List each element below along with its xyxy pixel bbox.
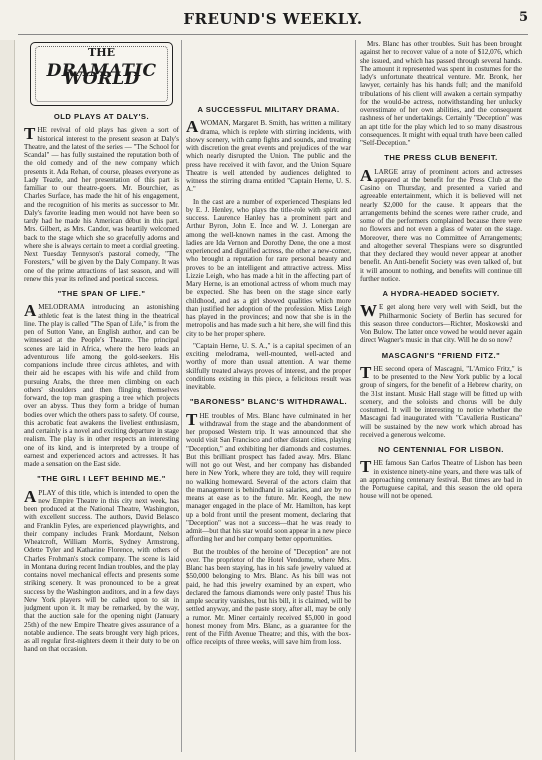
drop-cap: T xyxy=(360,362,372,382)
article-paragraph: THE second opera of Mascagni, "L'Amico Fritz," is to be presented to the New York public by a local group of singers, for the benefit of a Hebrew charity, on the 31st instant. Music Hall stage will be fitted up with scenery, and the soloists and chorus will be duly costumed. It will be interesting to notice whether the Mascagni fad inaugurated with "Cavalleria Rusticana" will be sustained by the new work which abroad has received a generous welcome. xyxy=(360,362,522,439)
column-2 xyxy=(186,40,351,752)
drop-cap: A xyxy=(360,165,373,185)
drop-cap: T xyxy=(360,457,372,477)
article-heading: MASCAGNI'S "FRIEND FITZ." xyxy=(381,350,501,360)
column-rule xyxy=(355,40,356,752)
article-paragraph: THE troubles of Mrs. Blanc have culminated in her withdrawal from the stage and the abandonment of her proposed Western trip. It was announced that she would visit San Francisco and other distant cities, playing "Deception," and exhibiting her diamonds and costumes. But this brilliant prospect has faded away. Mrs. Blanc will not go out West, and her company has disbanded here in New York, where they are told, they will require no walking homeward. Several of the actors claim that the management is behindhand in salaries, and are by no means at ease as to the future. Mr. Keogh, the new manager engaged in the place of Mr. Hamilton, has kept up a bold front until the present moment, declaring that "Deception" was not a success—that he was ready to admit—but that his star would soon appear in a new piece affording her and her company better opportunities. xyxy=(186,409,351,544)
column-1 xyxy=(24,40,179,752)
article-heading: A HYDRA-HEADED SOCIETY. xyxy=(382,289,500,298)
page-number: 5 xyxy=(518,10,528,25)
article-paragraph: THE famous San Carlos Theatre of Lisbon has been in existence ninety-nine years, and there was talk of an approaching centenary festival. But times are bad in the Portuguese capital, and this season the old opera house will not be opened. xyxy=(360,457,522,501)
article-heading: OLD PLAYS AT DALY'S. xyxy=(53,112,150,121)
article-heading: A SUCCESSFUL MILITARY DRAMA. xyxy=(197,105,340,114)
article-paragraph: In the cast are a number of experienced Thespians led by E. J. Henley, who plays the title-role with spirit and success. Laurence Hanley has a prominent part and Arthur Byron, John E. Ince and W. J. Lonergan are among the well-known names in the cast. Among the ladies are Ida Vernon and Dorothy Dene, the one a most experienced and dignified actress, the other a new-comer, who brought a reputation for rare personal beauty and proves to be an intelligent and attractive actress. Miss Lizzie Leigh, who has made a hit in the affecting part of Mary Herne, is an emotional actress of whom much may be expected. She has been on the stage since early childhood, and as a girl showed qualities which more than justified her adoption of the profession. Miss Leigh has played in the provinces; and now that she is in the metropolis and has made such a hit here, she will find this city to be her proper sphere. xyxy=(186,197,351,338)
page-header xyxy=(18,10,528,35)
article-paragraph: W E get along here very well with Seidl, but the Philharmonic Society of Berlin has secured for this season three conductors—Richter, Moskowski and Von Bulow. The latter once vowed he would never again direct Wagner's music in that city. Will he do so now? xyxy=(360,301,522,345)
drop-cap: T xyxy=(186,409,198,429)
masthead-title: FREUND'S WEEKLY. xyxy=(183,10,363,28)
binding-gutter xyxy=(0,40,15,760)
article-paragraph: ALARGE array of prominent actors and actresses appeared at the benefit for the Press Club at the Casino on Thursday, and presented a varied and agreeable entertainment, which it is believed will net nearly $2,000 for the cause. It appears that the arrangements behind the scenes were rather crude, and some of the performers complained because there were no flowers and not even a glass of water on the stage. Moreover, there was no Committee of Arrangements; and altogether several Thespians were so disgruntled that they declared they would never appear at another benefit. An Anti-benefit Society was even talked of, but it will amount to nothing, and benefits will continue till further notice. xyxy=(360,165,522,283)
drop-cap: W xyxy=(360,301,377,321)
column-3 xyxy=(360,40,522,752)
article-paragraph: But the troubles of the heroine of "Deception" are not over. The proprietor of the Hotel Vendome, where Mrs. Blanc has been staying, has in his safe jewelry valued at $50,000 belonging to Mrs. Blanc. As his bill was not paid, he had this jewelry examined by an expert, who declared the famous diamonds were only paste! Thus his ample security vanishes, but his bill, it is claimed, will be settled anyway, and the paste story, after all, may be only a rumor. Mr. Miner certainly received $5,000 in good honest money from Mrs. Blanc, as a guarantee for the rent of the Fifth Avenue Theatre; and this, with the box-office receipts of three weeks, will save him from loss. xyxy=(186,547,351,647)
drop-cap: A xyxy=(24,301,37,321)
article-paragraph: THE revival of old plays has given a sort of historical interest to the present season at Daly's Theatre, and the latest of the series — "The School for Scandal" — has fully sustained the reputation both of the old comedy and of the new company which presents it. Ada Rehan, of course, pleases everyone as Lady Teazle, and her presentation of this part is familiar to our theatre-goers. Mr. Bourchier, as Charles Surface, has made the hit of his engagement, and the recognition of his merits as successor to Mr. Daly's favorite leading men would not have been so tardy had he made his American début in this part. Mrs. Gilbert, as Mrs. Candor, was heartily welcomed back to the stage which she so gracefully adorns and where she is always certain to meet a cordial greeting. Next Tuesday Tennyson's pastoral comedy, "The Foresters," will be given by the Daly Company. It was one of the prime attractions of last season, and will renew this year its refined and poetical success. xyxy=(24,124,179,283)
logo-line-1: THE xyxy=(88,46,115,59)
article-paragraph: AMELODRAMA introducing an astonishing athletic feat is the latest thing in the theatrical line. The play is called "The Span of Life," is from the pen of Sutton Vane, an English author, and can be witnessed at the People's Theatre. The principal scenes are laid in Africa, where the hero leads an adventurous life among the gold-seekers. His companions include three circus athletes, and with their aid he escapes with his wife and child from pursuing Arabs, the three men climbing on each others' shoulders and then flinging themselves forward, the top man grasping a tree which projects over an abyss. Thus they form a bridge of human bodies over which the others pass to safety. Of course, this acrobatic feat awakens the liveliest enthusiasm, and certainly is a novel and exciting departure in stage realism. The play is in other respects an interesting one of its kind, and is interpreted by a troupe of earnest and experienced actors and actresses. It has made a sensation on the East side. xyxy=(24,301,179,468)
article-paragraph: APLAY of this title, which is intended to open the new Empire Theatre in this city next week, has been produced at the National Theatre, Washington, with excellent success. The authors, David Belasco and Franklin Fyles, are experienced playwrights, and their company includes Frank Mordaunt, Nelson Wheatcroft, William Morris, Sydney Armstrong, Odette Tyler and Katharine Florence, with others of Charles Frohman's stock company. The scene is laid in Montana during recent Indian troubles, and the play contains novel mechanical effects and presents some striking scenery. It was pronounced to be a great success by the Washington auditors, and in a few days New York players will be called upon to sit in judgment upon it. It may be remarked, by the way, that the auction sale for the opening night (January 25th) of the new Empire Theatre gives assurance of a notable audience. The seats brought very high prices, as all regular first-nighters deem it their duty to be on hand on that occasion. xyxy=(24,486,179,654)
article-paragraph: AWOMAN, Margaret B. Smith, has written a military drama, which is replete with stirring incidents, with showy scenery, with camp fights and sounds, and treating with discretion the great events and prejudices of the war which nearly disrupted the Union. The public and the press have received it with favor, and the Union Square Theatre is well attended by audiences delighted to witness the stirring drama entitled "Captain Herne, U. S. A." xyxy=(186,117,351,194)
article-heading: "THE GIRL I LEFT BEHIND ME." xyxy=(37,474,166,484)
drop-cap: T xyxy=(24,124,36,144)
column-rule xyxy=(181,40,182,752)
drop-cap: A xyxy=(24,486,37,506)
logo-line-2: DRAMATIC WORLD xyxy=(46,61,157,90)
dramatic-world-logo xyxy=(30,42,173,106)
article-heading: "BARONESS" BLANC'S WITHDRAWAL. xyxy=(189,397,348,407)
article-heading: "THE SPAN OF LIFE." xyxy=(57,289,146,298)
article-paragraph: "Captain Herne, U. S. A.," is a capital specimen of an exciting melodrama, well-mounted, well-acted and worthy of more than usual attention. A war theme skilfully treated always proves of interest, and the proper conditions existing in this piece, a felicitous result was inevitable. xyxy=(186,341,351,391)
drop-cap: A xyxy=(186,117,199,137)
article-paragraph: Mrs. Blanc has other troubles. Suit has been brought against her to recover value of a note of $12,076, which she issued, and which has passed through several hands. The amount it represented was spent in costumes for the lady's unfortunate theatrical venture. Mr. Bronk, her lawyer, certainly has his hands full; and the manifold tribulations of his client will awaken a certain sympathy for the would-be actress, notwithstanding her unlucky overestimate of her own abilities, and the consequent rashness of her undertakings. Certainly "Deception" was an apt title for the play which led to so many disastrous consequences. It might with equal truth have been called "Self-Deception." xyxy=(360,40,522,147)
article-heading: THE PRESS CLUB BENEFIT. xyxy=(384,153,498,163)
article-heading: NO CENTENNIAL FOR LISBON. xyxy=(378,445,504,454)
